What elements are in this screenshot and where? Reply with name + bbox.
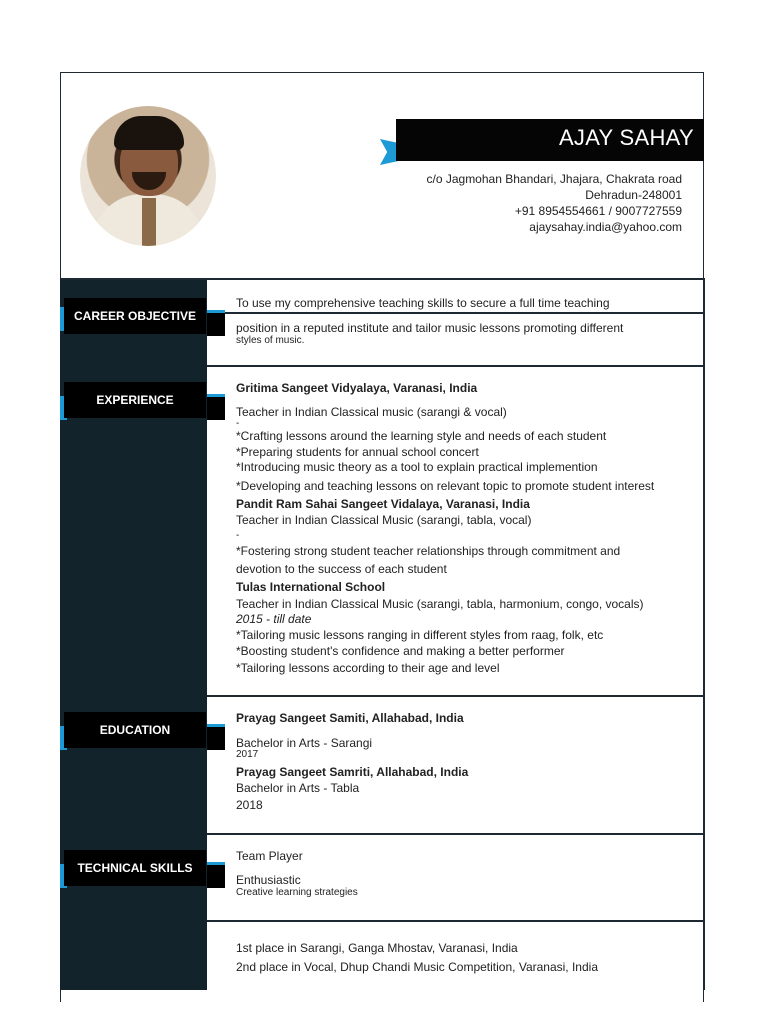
- job-bullet: *Introducing music theory as a tool to explain practical implemention: [236, 460, 598, 474]
- education-year: 2017: [236, 749, 259, 760]
- address-line-2: Dehradun-248001: [585, 188, 682, 202]
- job-organization: Pandit Ram Sahai Sangeet Vidalaya, Varanasi, India: [236, 497, 530, 511]
- divider: [207, 920, 704, 922]
- divider: [207, 365, 704, 367]
- objective-text: To use my comprehensive teaching skills to secure a full time teaching: [236, 296, 610, 310]
- candidate-name: AJAY SAHAY: [558, 125, 694, 150]
- section-label-objective: CAREER OBJECTIVE: [64, 298, 206, 334]
- job-bullet: *Crafting lessons around the learning style and needs of each student: [236, 429, 607, 443]
- phone-number: +91 8954554661 / 9007727559: [514, 204, 682, 218]
- content-border: [703, 280, 705, 990]
- job-bullet: devotion to the success of each student: [236, 562, 447, 576]
- section-label-skills: TECHNICAL SKILLS: [64, 850, 206, 886]
- label-tab-accent: [207, 310, 225, 313]
- job-dates: 2015 - till date: [236, 612, 312, 626]
- profile-photo: [80, 106, 216, 246]
- job-organization: Tulas International School: [236, 580, 386, 594]
- label-tab-accent: [207, 724, 225, 727]
- job-role: Teacher in Indian Classical music (sarangi & vocal): [236, 405, 507, 419]
- job-role: Teacher in Indian Classical Music (sarangi, tabla, harmonium, congo, vocals): [236, 597, 644, 611]
- label-tab: [207, 864, 225, 888]
- section-label-experience: EXPERIENCE: [64, 382, 206, 418]
- skill-item: Creative learning strategies: [236, 887, 358, 898]
- job-bullet: *Boosting student's confidence and making a better performer: [236, 644, 565, 658]
- divider: [207, 695, 704, 697]
- education-institution: Prayag Sangeet Samiti, Allahabad, India: [236, 711, 464, 725]
- skill-item: Enthusiastic: [236, 873, 301, 887]
- job-organization: Gritima Sangeet Vidyalaya, Varanasi, India: [236, 381, 478, 395]
- job-bullet: *Tailoring lessons according to their age and level: [236, 661, 500, 675]
- label-tab-accent: [207, 394, 225, 397]
- achievement-item: 2nd place in Vocal, Dhup Chandi Music Competition, Varanasi, India: [236, 960, 598, 974]
- divider: [207, 833, 704, 835]
- job-bullet: *Tailoring music lessons ranging in different styles from raag, folk, etc: [236, 628, 604, 642]
- education-year: 2018: [236, 798, 263, 812]
- objective-text: styles of music.: [236, 335, 305, 346]
- job-role: Teacher in Indian Classical Music (sarangi, tabla, vocal): [236, 513, 532, 527]
- contact-block: [427, 171, 683, 235]
- education-degree: Bachelor in Arts - Sarangi: [236, 736, 373, 750]
- skill-item: Team Player: [236, 849, 303, 863]
- job-bullet: *Developing and teaching lessons on relevant topic to promote student interest: [236, 479, 655, 493]
- achievement-item: 1st place in Sarangi, Ganga Mhostav, Varanasi, India: [236, 941, 518, 955]
- label-tab: [207, 726, 225, 750]
- education-degree: Bachelor in Arts - Tabla: [236, 781, 360, 795]
- name-banner: [396, 119, 704, 161]
- label-tab: [207, 396, 225, 420]
- label-tab-accent: [207, 862, 225, 865]
- label-tab: [207, 312, 225, 336]
- objective-text: position in a reputed institute and tailor music lessons promoting different: [236, 321, 624, 335]
- email-address: ajaysahay.india@yahoo.com: [529, 220, 682, 234]
- job-dates: -: [236, 418, 240, 429]
- section-label-education: EDUCATION: [64, 712, 206, 748]
- job-dates: -: [236, 530, 240, 541]
- divider: [207, 312, 704, 314]
- address-line-1: c/o Jagmohan Bhandari, Jhajara, Chakrata road: [426, 172, 682, 186]
- job-bullet: *Preparing students for annual school concert: [236, 445, 479, 459]
- job-bullet: *Fostering strong student teacher relationships through commitment and: [236, 544, 621, 558]
- education-institution: Prayag Sangeet Samriti, Allahabad, India: [236, 765, 469, 779]
